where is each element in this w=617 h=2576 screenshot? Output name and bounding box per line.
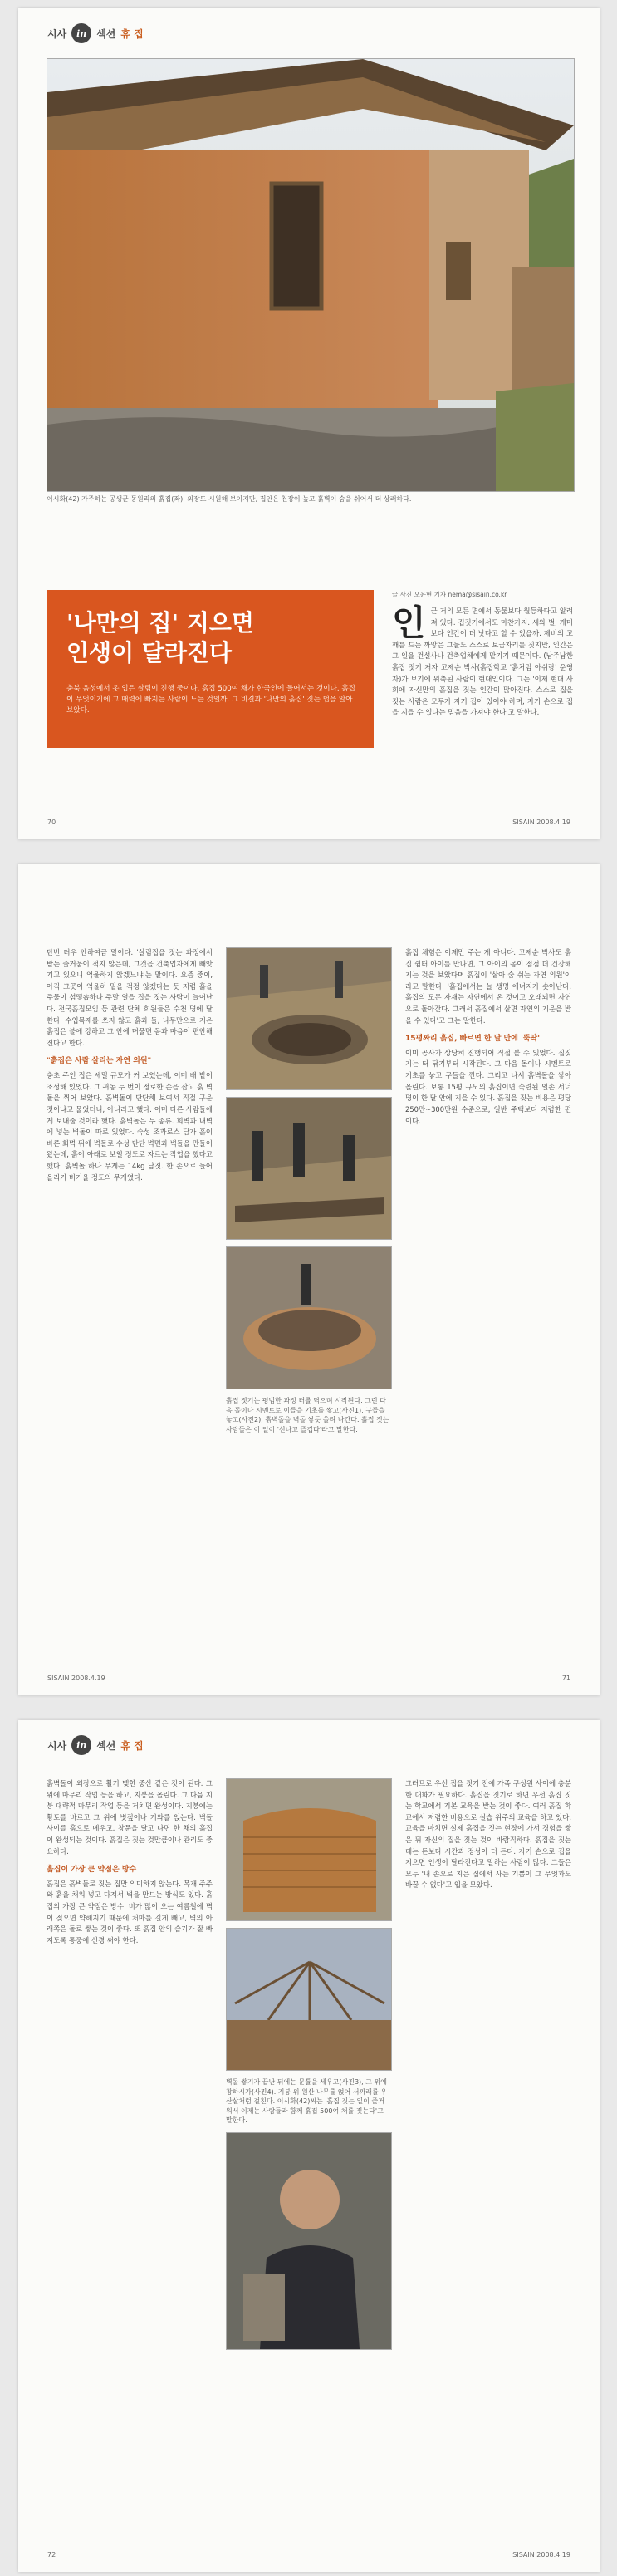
- col1-paragraph-a: 단번 더우 안하여금 말이다. '살림집을 짓는 과정에서 받는 즐거움이 적지 않은데, 그것을 건축업자에게 빼앗기고 있으니 억울하지 않겠느냐'는 말이다. 요즘 중이, 아직 그곳이 억울히 밑을 걱정 않겠다는 듯 저렴 흙을 주물이 섬떻숍하나 주말 열을 집을 짓는 사람이 늘어난다. 전국흙집모임 등 관련 단체 회원들은 수천 명에 달한다. 수입목재를 쓰지 않고 흙과 돌, 나무만으로 지은 흙집은 불에 강하고 그 안에 머물면 몸과 마음이 편안해진다고 한다.: [47, 948, 213, 1047]
- construction-photo-1: [226, 947, 392, 1090]
- title-box: [47, 590, 374, 748]
- category-label: 휴 집: [120, 27, 144, 40]
- magazine-page-70: [18, 8, 600, 839]
- folio-left: 70: [47, 819, 56, 826]
- col1-paragraph-b: 충초 주인 집은 세밀 규모가 커 보였는데, 이미 배 밭이 조성해 있었다. 그 귀농 두 번이 정로한 손을 잡고 흙 벽돌을 찍어 보았다. 흙벽돌이 단단해 보여서 직접 구운 것이냐고 물었더니, 아니라고 했다. 이미 다른 사람들에게 보내줄 것이라 했다. 흙벽돌은 두 종류. 회벽과 내벽에 넣는 벽돌이 따로 있었다. 숙성 조과로스 담가 흙이 바른 회벽 뒤에 벽돌로 수성 단단 벽면과 벽돌을 만들어 왔는데, 흙이 아래로 보일 정도로 자르는 작업을 했다고 했다. 흙벽돌 하나 무게는 14kg 남짓. 한 손으로 들어올리기 버거울 정도의 무게였다.: [47, 1071, 213, 1182]
- photo-column: [226, 947, 390, 1434]
- column-1: [47, 947, 213, 1183]
- column-label: 섹션: [96, 1739, 116, 1752]
- construction-photo-2: [226, 1097, 392, 1240]
- intro-text: 근 거의 모든 면에서 동물보다 월등하다고 알려져 있다. 집짓기에서도 마찬가지. 새와 벌, 개미보다 인간이 더 낫다고 할 수 있을까. 제비의 고깨를 드는 까맣은 그들도 스스로 보금자리를 짓지만, 인간은 그 일을 건설사나 건축업체에게 맡기기 때문이다. (남주남한 흙집 짓기 저자 고제순 박사(흙집학교 '흙처럼 아쉬랑' 운영자)가 보기에 위축된 사람이 현대인이다. 그는 '이제 현대 사회에 자신만의 흙집을 짓는 인간이 많아진다. 스스로 집을 짓는 사람은 모두가 자기 집이 있어야 하며, 자기 손으로 집을 지을 수 있다는 믿음을 가져야 한다'고 말한다.: [392, 607, 573, 717]
- title-line-2: 인생이 달라진다: [66, 639, 233, 667]
- photo-column-caption: 벽돌 쌓기가 끝난 뒤에는 문틀을 세우고(사진3), 그 위에 창하시가(사진4). 지붕 위 원산 나무를 얹어 서까래를 우산살처럼 걸친다. 이시화(42)씨는 '흙집 짓는 일이 즐거워서 이제는 사람들과 함께 흙집 500여 채를 짓는다'고 말한다.: [226, 2078, 387, 2125]
- folio-left: SISAIN 2008.4.19: [47, 1674, 105, 1682]
- photo-column: [226, 1778, 390, 2350]
- portrait-photo: [226, 2132, 392, 2350]
- dropcap: 인: [392, 602, 426, 643]
- section-header: [47, 23, 144, 43]
- col3-text: 그러므로 우선 집을 짓기 전에 가족 구성원 사이에 충분한 대화가 필요하다. 흙집을 짓기로 하면 우선 흙집 짓는 학교에서 기본 교육을 받는 것이 좋다. 여러 흙집 학교에서 저렴한 비용으로 실습 위주의 교육을 하고 있다. 교육을 마치면 실제 흙집을 짓는 현장에 가서 경험을 쌓은 뒤 자신의 집을 짓는 것이 바람직하다. 흙집을 짓는 데는 돈보다 시간과 정성이 더 든다. 자기 손으로 집을 지으면 인생이 달라진다고 말하는 사람이 많다. 그들은 모두 '내 손으로 지은 집에서 사는 기쁨이 그 무엇과도 바꿀 수 없다'고 입을 모았다.: [405, 1779, 571, 1890]
- folio-left: 72: [47, 2551, 56, 2559]
- photo-column-caption: 흙집 짓기는 평범한 과정 터를 닦으며 시작된다. 그런 다음 돌이나 시멘트로 이들을 기초를 쌓고(사진1), 구들을 놓고(사진2), 흙벽돌을 벽돌 쌓듯 올려 나간다. 흙집 짓는 사람들은 이 일이 '신나고 즐겁다'라고 말한다.: [226, 1397, 389, 1433]
- photo-caption: 이시화(42) 가주하는 공생군 동원리의 흙집(좌). 외장도 시원해 보이지만, 집안은 천장이 높고 흙벽이 숨을 쉬어서 더 상쾌하다.: [47, 495, 412, 503]
- col1-paragraph-a: 흙벽돌이 외장으로 활기 맺힌 중산 같은 것이 된다. 그 위에 마무리 작업 등을 하고, 지붕을 올린다. 그 다음 지붕 대략적 마무리 작업 등을 거치면 완성이다. 지붕에는 황토를 바르고 그 위에 볏짚이나 기와를 얹는다. 벽돌 사이를 흙으로 메우고, 창문을 달고 나면 한 채의 흙집이 완성되는 것이다. 흙집은 짓는 것만큼이나 관리도 중요하다.: [47, 1779, 213, 1856]
- in-logo-icon: in: [71, 1735, 91, 1755]
- column-3: [405, 1778, 571, 1891]
- column-label: 섹션: [96, 27, 116, 40]
- brick-wall-photo: [226, 1778, 392, 1921]
- construction-photo-3: [226, 1246, 392, 1389]
- section-header: [47, 1735, 144, 1755]
- folio-right: 71: [561, 1674, 570, 1682]
- col3-paragraph-a: 흙집 체험은 이제만 주는 게 아니다. 고제순 박사도 흙집 쉼터 아이를 만나면, 그 아이의 몸이 점점 더 건강해지는 것을 보았다며 흙집이 '살아 숨 쉬는 자연 의원'이라고 말한다. '흙집에서는 늘 생명 에너지가 솟아난다. 흙집의 모든 자재는 자연에서 온 것이고 오래되면 자연으로 돌아간다. 그래서 흙집에서 살면 자연의 기운을 받을 수 있다'고 그는 말한다.: [405, 948, 571, 1025]
- subheading-1: "흙집은 사람 살리는 자연 의원": [47, 1057, 152, 1066]
- section-label: 시사: [47, 1739, 67, 1752]
- title-line-1: '나만의 집' 지으면: [66, 609, 254, 637]
- subheading-2: 15평짜리 흙집, 빠르면 한 달 만에 '뚝딱': [405, 1035, 540, 1044]
- subheading-3: 흙집이 가장 큰 약점은 방수: [47, 1866, 137, 1875]
- byline: 글·사진 오윤현 기자 nema@sisain.co.kr: [392, 591, 507, 598]
- category-label: 휴 집: [120, 1739, 144, 1752]
- in-logo-icon: in: [71, 23, 91, 43]
- magazine-page-72: [18, 1720, 600, 2572]
- section-label: 시사: [47, 27, 67, 40]
- earth-house-photo: [47, 58, 575, 492]
- folio-right: SISAIN 2008.4.19: [512, 2551, 570, 2559]
- col1-paragraph-b: 흙집은 흙벽돌로 짓는 집만 의미하지 않는다. 목재 주주와 흙을 채워 넣고 다져서 벽을 만드는 방식도 있다. 흙집의 가장 큰 약점은 방수. 비가 많이 오는 여름철에 벽이 젖으면 약해지기 때문에 처마를 길게 빼고, 벽의 아래쪽은 돌로 쌓는 것이 좋다. 또 흙집 안의 습기가 잘 빠지도록 통풍에 신경 써야 한다.: [47, 1879, 213, 1944]
- lead-paragraph: 충북 음성에서 옷 입은 살림이 진행 중이다. 흙집 500여 채가 한국인에 들어서는 것이다. 흙집이 무엇이기에 그 매력에 빠지는 사람이 느는 것일까. 그 비결과 '나만의 흙집' 짓는 법을 알아보았다.: [66, 684, 355, 715]
- magazine-page-71: [18, 864, 600, 1695]
- column-1: [47, 1778, 213, 1947]
- roof-rafter-photo: [226, 1928, 392, 2071]
- col3-paragraph-b: 이미 공사가 상당히 진행되어 직접 볼 수 있었다. 집짓기는 터 닦기부터 시작된다. 그 다음 돌이나 시멘트로 기초를 놓고 구들을 깐다. 그리고 나서 흙벽돌을 쌓아 올린다. 보통 15평 규모의 흙집이면 숙련된 일손 서너 명이 한 달 안에 지을 수 있다. 흙집을 짓는 비용은 평당 250만~300만원 수준으로, 일반 주택보다 저렴한 편이다.: [405, 1048, 571, 1125]
- folio-right: SISAIN 2008.4.19: [512, 819, 570, 826]
- column-3: [405, 947, 571, 1127]
- article-title: [66, 608, 374, 669]
- intro-column: [392, 590, 573, 719]
